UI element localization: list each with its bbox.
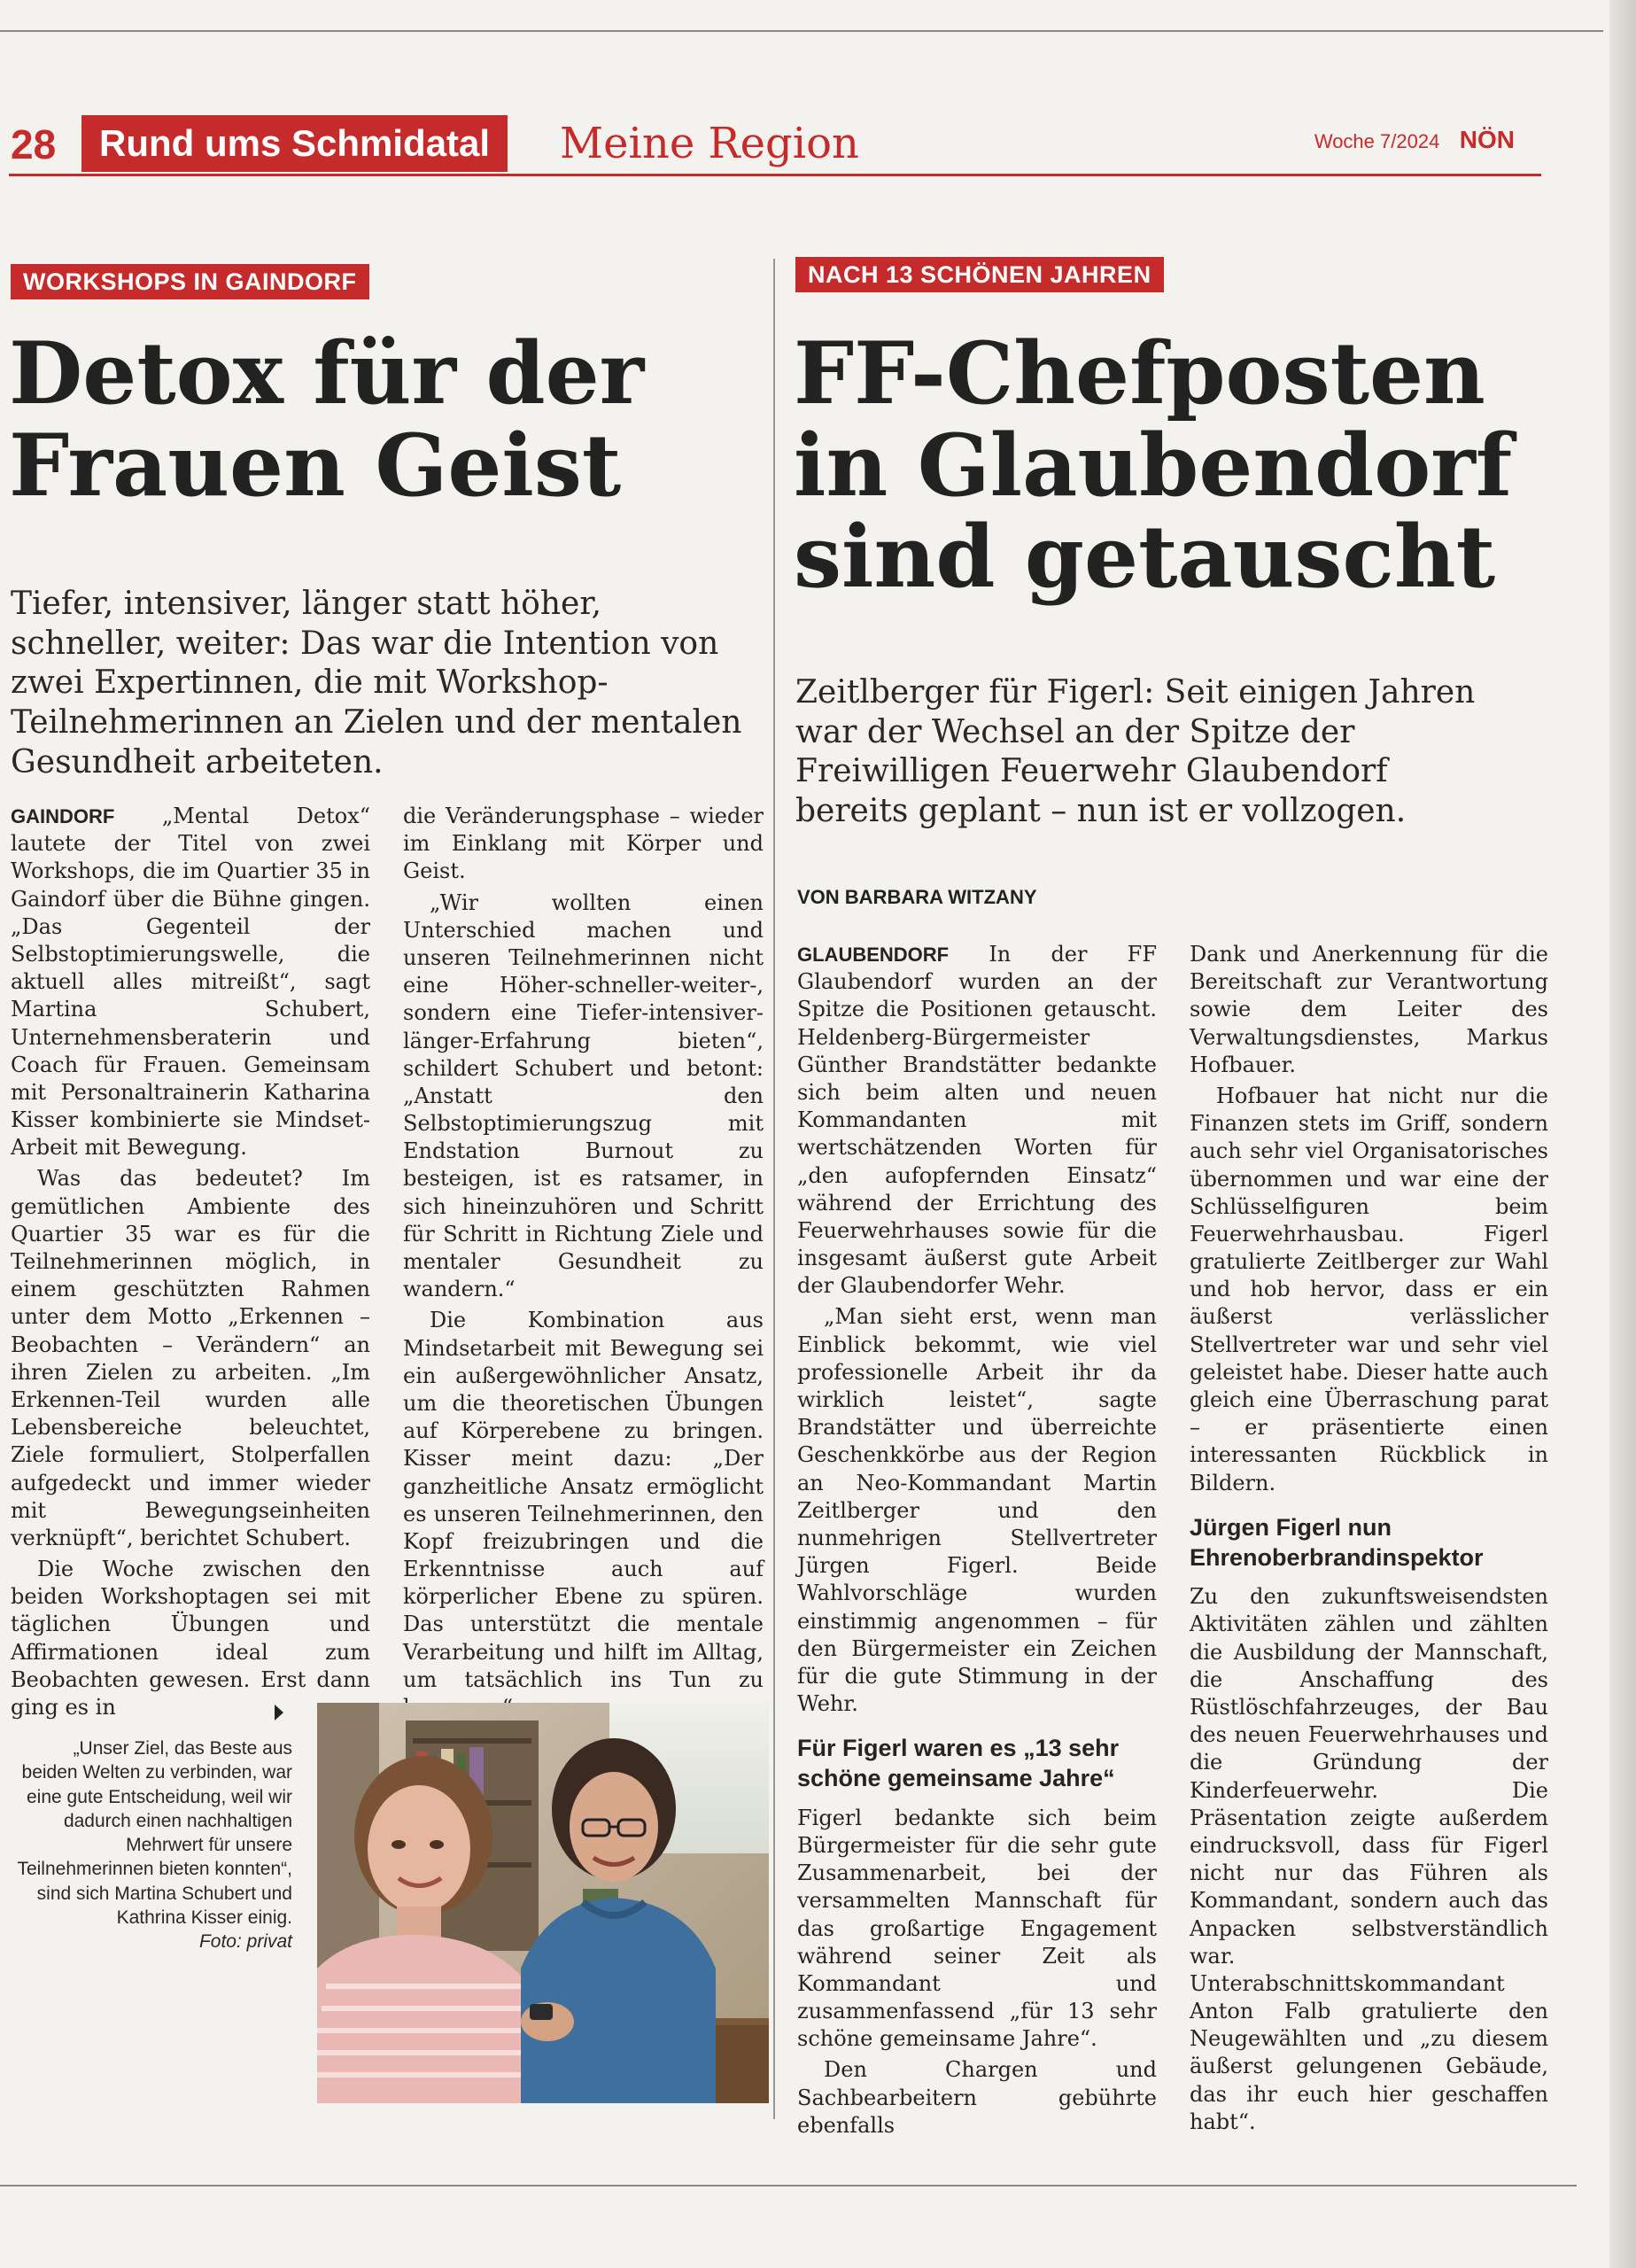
paragraph: Dank und Anerkennung für die Bereitschaft zur Verantwortung sowie dem Leiter des Verwaltungsdienstes, Markus Hofbauer. — [1190, 942, 1548, 1077]
photo-credit: Foto: privat — [198, 1931, 292, 1953]
paragraph: Figerl bedankte sich beim Bürgermeister für die sehr gute Zusammenarbeit, bei der versammelten Mannschaft für das großartige Engagement während seiner Zeit als Kommandant und zusammenfassend „für 13 sehr schöne gemeinsame Jahre“. — [797, 1805, 1157, 2052]
left-lead: Tiefer, intensiver, länger statt höher, schneller, weiter: Das war die Intention von zwei Expertinnen, die mit Workshop-Teilnehmerinnen an Zielen und der mentalen Gesundheit arbeiteten. — [11, 586, 742, 781]
byline: VON BARBARA WITZANY — [797, 886, 1037, 908]
paragraph: Hofbauer hat nicht nur die Finanzen stets im Griff, sondern auch sehr viel Organisatorisches übernommen und war eine der Schlüsselfiguren beim Feuerwehrhausbau. Figerl gratulierte Zeitlberger zur Wahl und hob hervor, dass er ein äußerst verlässlicher Stellvertreter war und sehr viel geleistet habe. Dieser hatte auch gleich eine Überraschung parat – er präsentierte einen interessanten Rückblick in Bildern. — [1190, 1083, 1548, 1495]
paragraph: Die Kombination aus Mindsetarbeit mit Bewegung sei ein außergewöhnlicher Ansatz, um die theoretischen Übungen auf Körperebene zu bringen. Kisser meint dazu: „Der ganzheitliche Ansatz ermöglicht es unseren Teilnehmerinnen, den Kopf freizubringen und die Erkenntnisse auch auf körperlicher Ebene zu spüren. Das unterstützt die mentale Verarbeitung und hilft im Alltag, um tatsächlich ins Tun zu — [403, 1308, 764, 1692]
right-headline — [794, 323, 1555, 608]
caption-text: „Unser Ziel, das Beste aus beiden Welten zu verbinden, war eine gute Entscheidung, weil wir dadurch einen nachhaltigen Mehrwert für unsere Teilnehmerinnen bieten konnten“, sind sich Martina Schubert und Kathrina Kisser einig. — [17, 1738, 292, 1929]
column-divider — [773, 259, 775, 2119]
region-label: Meine Region — [560, 119, 859, 168]
paragraph — [797, 941, 1157, 1300]
paragraph: Zu den zukunftsweisendsten Aktivitäten zählen und zählten die Ausbildung der Mannschaft, die Anschaffung des Rüstlöschfahrzeuges, der Bau des neuen Feuerwehrhauses und die Gründung der Kinderfeuerwehr. Die Präsentation zeigte außerdem eindrucksvoll, dass für Figerl nicht nur das Führen als Kommandant, sondern auch das Anpacken selbstverständlich war. Unterabschnittskommandant Anton Falb gratulierte den Neugewählten und „zu diesem äußerst gelungenen Gebäude, das ihr euch hier geschaffen habt“. — [1190, 1584, 1548, 2134]
right-dateline: GLAUBENDORF — [797, 944, 950, 966]
caption-arrow-icon — [275, 1705, 283, 1720]
workshop-photo — [317, 1703, 769, 2103]
right-headline-line3: sind getauscht — [794, 507, 1496, 608]
paragraph-text: „Mental Detox“ lautete der Titel von zwei Workshops, die im Quartier 35 in Gaindorf über die Bühne gingen. „Das Gegenteil der Selbstoptimierungswelle, die aktuell alles mitreißt“, sagt Martina Schubert, Unternehmensberaterin und Coach für Frauen. Gemeinsam mit Personaltrainerin Katharina Kisser kombinierte sie Mindset-Arbeit mit Bewegung. — [11, 804, 370, 1161]
right-subhead-1: Für Figerl waren es „13 sehr schöne gemeinsame Jahre“ — [797, 1735, 1120, 1791]
paragraph: Die Woche zwischen den beiden Workshoptagen sei mit täglichen Übungen und Affirmationen ideal zum Beobachten gewesen. Erst dann ging es in — [11, 1557, 370, 1720]
page-number: 28 — [11, 121, 57, 167]
bottom-rule — [0, 2185, 1577, 2186]
left-headline-line1: Detox für der — [9, 323, 645, 423]
left-column-1 — [11, 803, 370, 1725]
page-header — [0, 115, 1541, 177]
left-column-2 — [403, 803, 764, 1725]
photo-caption — [16, 1736, 292, 1954]
page-edge — [1609, 0, 1636, 2268]
left-kicker: WORKSHOPS IN GAINDORF — [11, 264, 369, 299]
paragraph: „Wir wollten einen Unterschied machen und unseren Teilnehmerinnen nicht eine Höher-schneller-weiter-, sondern eine Tiefer-intensiver-länger-Erfahrung bieten“, schildert Schubert und betont: „Anstatt den Selbstoptimierungszug mit Endstation Burnout zu besteigen, ist es ratsamer, in sich hineinzuhören und Schritt für Schritt in Richtung Ziele und mentaler Gesundheit zu wandern.“ — [403, 889, 764, 1302]
right-headline-line1: FF-Chefposten — [794, 323, 1485, 423]
right-headline-line2: in Glaubendorf — [794, 415, 1513, 516]
issue-info — [1314, 126, 1515, 154]
issue-week: Woche 7/2024 — [1314, 130, 1440, 152]
paragraph — [11, 803, 370, 1161]
paragraph: Was das bedeutet? Im gemütlichen Ambiente des Quartier 35 war es für die Teilnehmerinnen möglich, in einem geschützten Rahmen unter dem Motto „Erkennen – Beobachten – Verändern“ an ihren Zielen zu arbeiten. „Im Erkennen-Teil wurden alle Lebensbereiche beleuchtet, Ziele formuliert, Stolperfallen aufgedeckt und immer wieder mit Bewegungseinheiten verknüpft“, berichtet Schubert. — [11, 1166, 370, 1550]
section-label: Rund ums Schmidatal — [81, 115, 508, 172]
right-lead: Zeitlberger für Figerl: Seit einigen Jahren war der Wechsel an der Spitze der Freiwilligen Feuerwehr Glaubendorf bereits geplant – nun ist er vollzogen. — [795, 674, 1476, 829]
paragraph: „Man sieht erst, wenn man Einblick bekommt, wie viel professionelle Arbeit ihr da wirklich leistet“, sagte Brandstätter und überreichte Geschenkkörbe aus der Region an Neo-Kommandant Martin Zeitlberger und den nunmehrigen Stellvertreter Jürgen Figerl. Beide Wahlvorschläge wurden einstimmig angenommen – für den Bürgermeister ein Zeichen für die gute Stimmung in der Wehr. — [797, 1304, 1157, 1717]
right-column-1 — [797, 941, 1157, 2143]
right-kicker: NACH 13 SCHÖNEN JAHREN — [795, 257, 1164, 292]
header-rule — [9, 174, 1541, 176]
right-subhead-2: Jürgen Figerl nun Ehrenoberbrandinspektor — [1190, 1513, 1484, 1571]
left-dateline: GAINDORF — [11, 805, 115, 827]
paragraph-text: In der FF Glaubendorf wurden an der Spitze die Positionen getauscht. Heldenberg-Bürgermeister Günther Brandstätter bedankte sich beim alten und neuen Kommandanten mit wertschätzenden Worten für „den aufopfernden Einsatz“ während der Errichtung des Feuerwehrhauses sowie für die insgesamt äußerst gute Arbeit der Glaubendorfer Wehr. — [797, 942, 1157, 1299]
photo-illustration — [317, 1703, 769, 2103]
left-headline — [9, 323, 762, 516]
right-column-2 — [1190, 941, 1548, 2140]
paragraph: Den Chargen und Sachbearbeitern gebührte ebenfalls — [797, 2057, 1157, 2138]
paragraph: die Veränderungsphase – wieder im Einklang mit Körper und Geist. — [403, 804, 764, 884]
top-rule — [0, 30, 1603, 32]
left-headline-line2: Frauen Geist — [9, 415, 622, 516]
paper-logo: NÖN — [1459, 126, 1515, 153]
